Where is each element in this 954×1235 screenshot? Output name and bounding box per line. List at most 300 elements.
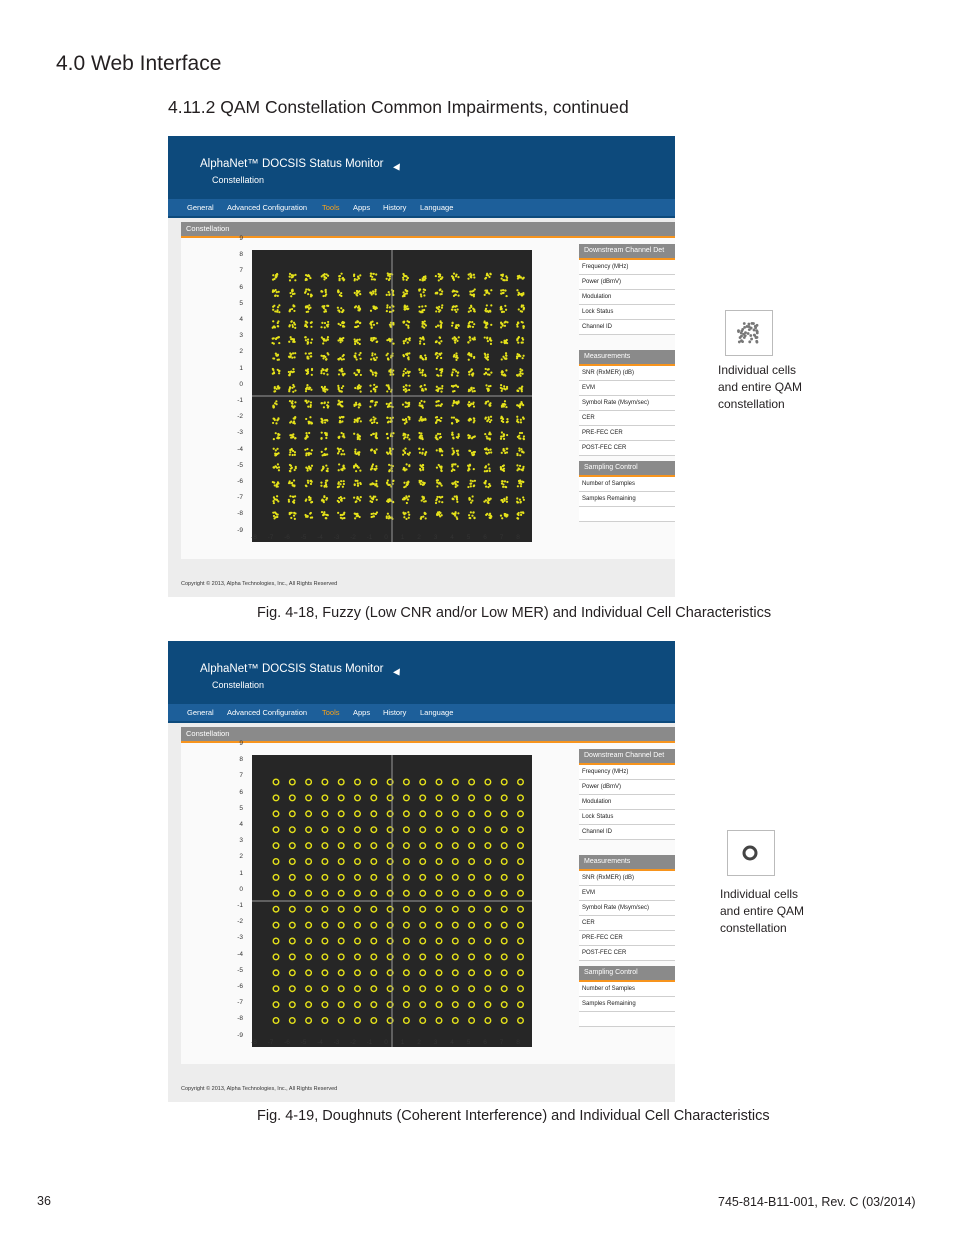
y-tick-label: 7 — [239, 267, 243, 275]
constellation-point — [453, 970, 459, 976]
nav-history[interactable]: History — [383, 708, 407, 717]
constellation-point — [484, 416, 492, 423]
cell-note: Individual cells and entire QAM constellation — [718, 363, 803, 411]
panel-title-bar — [181, 222, 675, 238]
constellation-point — [404, 954, 410, 960]
constellation-point — [420, 970, 426, 976]
constellation-point — [501, 795, 507, 801]
constellation-point — [402, 368, 411, 377]
constellation-point — [453, 352, 459, 361]
x-tick-label: 1 — [400, 1039, 405, 1046]
constellation-point — [290, 875, 296, 881]
constellation-point — [453, 891, 459, 897]
constellation-point — [370, 273, 378, 281]
constellation-point — [354, 352, 362, 361]
constellation-point — [288, 352, 296, 359]
y-tick-label: -6 — [237, 983, 243, 990]
constellation-point — [371, 795, 377, 801]
constellation-point — [516, 289, 524, 296]
constellation-point — [453, 922, 459, 928]
nav-language[interactable]: Language — [420, 708, 454, 717]
constellation-point — [483, 480, 491, 488]
constellation-point — [467, 336, 476, 344]
constellation-point — [501, 1018, 507, 1024]
constellation-point — [290, 811, 296, 817]
constellation-point — [355, 843, 361, 849]
constellation-point — [468, 305, 476, 313]
constellation-point — [289, 289, 295, 298]
constellation-point — [338, 906, 344, 912]
nav-tools[interactable]: Tools — [322, 203, 340, 212]
constellation-point — [273, 1002, 279, 1008]
constellation-point — [402, 495, 410, 504]
constellation-point — [485, 875, 491, 881]
sampling-control — [579, 461, 675, 522]
constellation-point — [290, 779, 296, 785]
constellation-point — [369, 416, 378, 424]
constellation-point — [467, 480, 476, 489]
constellation-point — [305, 274, 312, 281]
individual-cell-image — [727, 830, 775, 876]
plot-area — [252, 755, 532, 1047]
constellation-point — [469, 891, 475, 897]
constellation-point — [436, 1002, 442, 1008]
constellation-point — [468, 495, 473, 503]
constellation-point — [420, 512, 427, 520]
constellation-point — [290, 843, 296, 849]
constellation-point — [404, 875, 410, 881]
constellation-point — [485, 986, 491, 992]
constellation-point — [338, 432, 346, 439]
constellation-point — [371, 811, 377, 817]
nav-language[interactable]: Language — [420, 203, 454, 212]
constellation-point — [485, 859, 491, 865]
constellation-point — [501, 954, 507, 960]
constellation-point — [290, 891, 296, 897]
y-tick-label: 5 — [239, 804, 243, 812]
constellation-point — [273, 385, 280, 392]
nav-tools[interactable]: Tools — [322, 708, 340, 717]
constellation-point — [338, 795, 344, 801]
constellation-point — [518, 954, 524, 960]
constellation-point — [469, 827, 475, 833]
constellation-point — [404, 843, 410, 849]
constellation-point — [290, 906, 296, 912]
constellation-point — [435, 496, 443, 504]
samples-remaining-row: Samples Remaining — [579, 997, 675, 1012]
app-title: AlphaNet™ DOCSIS Status Monitor — [200, 158, 384, 170]
constellation-point — [485, 1002, 491, 1008]
constellation-point — [402, 433, 410, 441]
constellation-point — [469, 859, 475, 865]
constellation-point — [402, 320, 410, 329]
constellation-point — [306, 859, 312, 865]
constellation-point — [419, 464, 424, 472]
nav-bar — [168, 704, 675, 723]
constellation-point — [420, 779, 426, 785]
y-tick-label: 1 — [239, 869, 243, 877]
x-tick-label: -4 — [317, 534, 323, 541]
x-tick-label: 7 — [499, 1039, 504, 1046]
constellation-point — [369, 321, 378, 329]
constellation-point — [338, 891, 344, 897]
constellation-point — [305, 352, 313, 359]
constellation-point — [272, 368, 281, 375]
evm-row: EVM — [579, 381, 675, 396]
constellation-point — [501, 827, 507, 833]
constellation-point — [338, 827, 344, 833]
cer-row: CER — [579, 916, 675, 931]
constellation-point — [517, 479, 525, 487]
constellation-point — [469, 843, 475, 849]
constellation-point — [322, 843, 328, 849]
constellation-point — [273, 795, 279, 801]
constellation-point — [517, 275, 525, 280]
constellation-point — [501, 843, 507, 849]
constellation-point — [453, 1018, 459, 1024]
constellation-point — [403, 480, 409, 488]
constellation-point — [469, 986, 475, 992]
post-fec-cer-row: POST-FEC CER — [579, 441, 675, 456]
constellation-point — [304, 400, 312, 408]
constellation-point — [435, 288, 444, 295]
constellation-point — [518, 304, 525, 312]
constellation-point — [322, 779, 328, 785]
constellation-point — [469, 875, 475, 881]
constellation-point — [355, 891, 361, 897]
constellation-point — [404, 938, 410, 944]
constellation-point — [386, 479, 395, 487]
constellation-point — [354, 480, 362, 487]
symbol-rate-row: Symbol Rate (Msym/sec) — [579, 901, 675, 916]
constellation-point — [402, 401, 410, 407]
x-tick-label: -2 — [350, 534, 356, 541]
constellation-point — [370, 448, 378, 454]
constellation-point — [338, 273, 345, 282]
constellation-point — [500, 305, 508, 313]
constellation-point — [338, 859, 344, 865]
x-tick-label: -4 — [317, 1039, 323, 1046]
constellation-point — [304, 448, 313, 456]
constellation-point — [501, 875, 507, 881]
constellation-point — [436, 843, 442, 849]
constellation-point — [353, 417, 361, 423]
constellation-point — [485, 779, 491, 785]
nav-apps[interactable]: Apps — [353, 708, 371, 717]
frequency-row: Frequency (MHz) — [579, 260, 675, 275]
measurements — [579, 350, 675, 456]
constellation-point — [467, 464, 475, 472]
constellation-point — [469, 906, 475, 912]
constellation-point — [304, 512, 313, 519]
frequency-row: Frequency (MHz) — [579, 765, 675, 780]
constellation-point — [467, 352, 475, 361]
constellation-point — [289, 416, 296, 425]
constellation-point — [306, 986, 312, 992]
x-tick-label: -5 — [300, 534, 307, 541]
constellation-point — [338, 368, 346, 377]
constellation-point — [306, 891, 312, 897]
constellation-point — [369, 384, 378, 393]
lock-status-row: Lock Status — [579, 810, 675, 825]
constellation-point — [273, 891, 279, 897]
constellation-point — [338, 954, 344, 960]
constellation-point — [404, 970, 410, 976]
constellation-point — [518, 1002, 524, 1008]
constellation-point — [320, 401, 329, 408]
constellation-point — [271, 336, 280, 345]
constellation-point — [320, 432, 327, 440]
constellation-point — [289, 433, 296, 439]
constellation-point — [435, 400, 443, 407]
constellation-point — [451, 511, 459, 520]
constellation-point — [501, 906, 507, 912]
x-tick-label: 2 — [417, 534, 421, 541]
constellation-point — [518, 1018, 524, 1024]
app-subtitle: Constellation — [212, 680, 265, 690]
constellation-point — [501, 938, 507, 944]
constellation-point — [485, 843, 491, 849]
constellation-point — [289, 464, 297, 473]
y-tick-label: 0 — [239, 380, 243, 388]
constellation-points — [252, 250, 532, 542]
constellation-point — [485, 970, 491, 976]
constellation-point — [338, 875, 344, 881]
constellation-point — [321, 273, 330, 280]
constellation-point — [435, 352, 443, 359]
constellation-point — [337, 289, 342, 297]
constellation-point — [501, 369, 508, 376]
constellation-point — [353, 273, 361, 281]
constellation-point — [500, 496, 508, 503]
constellation-point — [402, 352, 410, 360]
constellation-point — [485, 922, 491, 928]
constellation-point — [371, 875, 377, 881]
constellation-point — [370, 463, 378, 471]
constellation-point — [453, 795, 459, 801]
y-tick-label: 6 — [239, 788, 243, 796]
constellation-point — [337, 480, 345, 488]
nav-general[interactable]: General — [187, 203, 214, 212]
x-tick-label: 2 — [417, 1039, 421, 1046]
constellation-point — [518, 827, 524, 833]
constellation-point — [402, 289, 409, 297]
constellation-point — [273, 448, 280, 457]
constellation-point — [273, 843, 279, 849]
nav-advanced-configuration[interactable]: Advanced Configuration — [227, 708, 308, 717]
y-tick-label: 9 — [239, 235, 243, 242]
constellation-point — [320, 418, 328, 424]
constellation-point — [436, 875, 442, 881]
constellation-point — [468, 511, 476, 519]
constellation-point — [469, 1002, 475, 1008]
constellation-point — [500, 274, 508, 282]
constellation-point — [518, 859, 524, 865]
constellation-point — [306, 1018, 312, 1024]
constellation-point — [305, 465, 313, 472]
constellation-point — [338, 463, 346, 471]
y-tick-label: 1 — [239, 364, 243, 372]
y-tick-label: -1 — [237, 902, 243, 909]
constellation-point — [371, 827, 377, 833]
constellation-point — [451, 463, 459, 472]
nav-apps[interactable]: Apps — [353, 203, 371, 212]
constellation-point — [420, 938, 426, 944]
constellation-point — [322, 891, 328, 897]
number-of-samples-row: Number of Samples — [579, 982, 675, 997]
constellation-point — [469, 779, 475, 785]
pre-fec-cer-row: PRE-FEC CER — [579, 426, 675, 441]
constellation-point — [272, 320, 280, 329]
constellation-point — [354, 513, 361, 520]
constellation-point — [418, 368, 426, 377]
constellation-point — [272, 304, 280, 313]
constellation-point — [418, 480, 425, 486]
constellation-point — [305, 368, 313, 376]
x-tick-label: 8 — [516, 534, 520, 541]
samples-remaining-row: Samples Remaining — [579, 492, 675, 507]
constellation-point — [418, 416, 426, 422]
constellation-point — [338, 779, 344, 785]
constellation-point — [420, 986, 426, 992]
constellation-point — [436, 448, 444, 456]
constellation-point — [371, 922, 377, 928]
constellation-point — [483, 368, 492, 376]
constellation-point — [518, 922, 524, 928]
constellation-points — [252, 755, 532, 1047]
constellation-point — [304, 288, 313, 297]
constellation-point — [322, 795, 328, 801]
constellation-point — [452, 290, 460, 297]
constellation-point — [320, 479, 328, 487]
y-tick-label: -2 — [237, 918, 243, 926]
y-tick-label: 2 — [239, 348, 243, 356]
constellation-point — [500, 416, 509, 424]
constellation-point — [484, 463, 491, 472]
nav-history[interactable]: History — [383, 203, 407, 212]
constellation-point — [306, 906, 312, 912]
constellation-point — [288, 479, 296, 487]
constellation-point — [304, 336, 313, 345]
y-tick-label: 3 — [239, 332, 243, 340]
constellation-point — [355, 922, 361, 928]
nav-advanced-configuration[interactable]: Advanced Configuration — [227, 203, 308, 212]
app-subtitle: Constellation — [212, 175, 265, 185]
panel-title-bar — [181, 727, 675, 743]
constellation-point — [355, 875, 361, 881]
constellation-point — [436, 479, 443, 487]
x-tick-label: -8 — [251, 1039, 257, 1046]
constellation-plot — [221, 235, 551, 548]
constellation-point — [483, 497, 491, 504]
constellation-point — [289, 304, 296, 312]
constellation-point — [322, 1018, 328, 1024]
constellation-point — [321, 305, 329, 313]
constellation-point — [322, 1002, 328, 1008]
constellation-point — [518, 843, 524, 849]
constellation-point — [485, 400, 492, 407]
x-tick-label: 0 — [384, 1039, 388, 1046]
constellation-point — [419, 336, 425, 345]
constellation-point — [371, 906, 377, 912]
y-tick-label: 8 — [239, 756, 243, 764]
constellation-point — [402, 511, 410, 520]
constellation-point — [501, 400, 508, 408]
y-tick-label: 4 — [239, 821, 243, 828]
panel-title: Constellation — [186, 224, 230, 233]
constellation-point — [322, 859, 328, 865]
x-tick-label: -7 — [267, 534, 274, 541]
constellation-point — [420, 859, 426, 865]
constellation-point — [355, 795, 361, 801]
constellation-panel — [181, 222, 675, 559]
constellation-point — [353, 496, 362, 503]
x-tick-label: -1 — [366, 534, 373, 541]
constellation-point — [451, 384, 459, 392]
fuzzy-cell-icon — [726, 311, 772, 355]
constellation-point — [273, 432, 281, 440]
constellation-point — [516, 496, 525, 503]
number-of-samples-row: Number of Samples — [579, 477, 675, 492]
constellation-point — [485, 906, 491, 912]
sampling-header: Sampling Control — [579, 461, 675, 477]
constellation-point — [288, 384, 296, 393]
constellation-point — [353, 433, 361, 441]
constellation-point — [370, 352, 378, 361]
constellation-point — [338, 922, 344, 928]
y-tick-label: -7 — [237, 494, 243, 502]
constellation-point — [518, 779, 524, 785]
constellation-point — [501, 891, 507, 897]
constellation-point — [355, 811, 361, 817]
constellation-point — [272, 481, 280, 488]
constellation-point — [370, 432, 378, 439]
constellation-point — [451, 481, 459, 488]
constellation-point — [304, 321, 313, 328]
constellation-point — [322, 986, 328, 992]
constellation-point — [337, 512, 345, 520]
nav-general[interactable]: General — [187, 708, 214, 717]
measurements — [579, 855, 675, 961]
constellation-point — [404, 891, 410, 897]
constellation-point — [273, 827, 279, 833]
screenshot-figure-4-18 — [168, 136, 675, 597]
copyright-footer: Copyright © 2013, Alpha Technologies, Inc., All Rights Reserved — [181, 581, 338, 587]
constellation-point — [338, 811, 344, 817]
x-tick-label: -3 — [333, 534, 340, 541]
constellation-point — [321, 511, 329, 519]
constellation-point — [469, 970, 475, 976]
constellation-point — [353, 463, 362, 472]
constellation-point — [500, 289, 508, 297]
constellation-point — [485, 891, 491, 897]
constellation-point — [469, 1018, 475, 1024]
x-tick-label: -1 — [366, 1039, 373, 1046]
constellation-point — [288, 336, 296, 343]
constellation-point — [290, 938, 296, 944]
constellation-point — [469, 795, 475, 801]
constellation-point — [273, 906, 279, 912]
constellation-point — [354, 320, 361, 328]
constellation-point — [371, 986, 377, 992]
constellation-point — [501, 1002, 507, 1008]
constellation-point — [355, 970, 361, 976]
channel-id-row: Channel ID — [579, 320, 675, 335]
constellation-point — [485, 384, 491, 392]
constellation-point — [370, 305, 378, 311]
y-tick-label: 7 — [239, 772, 243, 780]
constellation-point — [403, 337, 411, 344]
